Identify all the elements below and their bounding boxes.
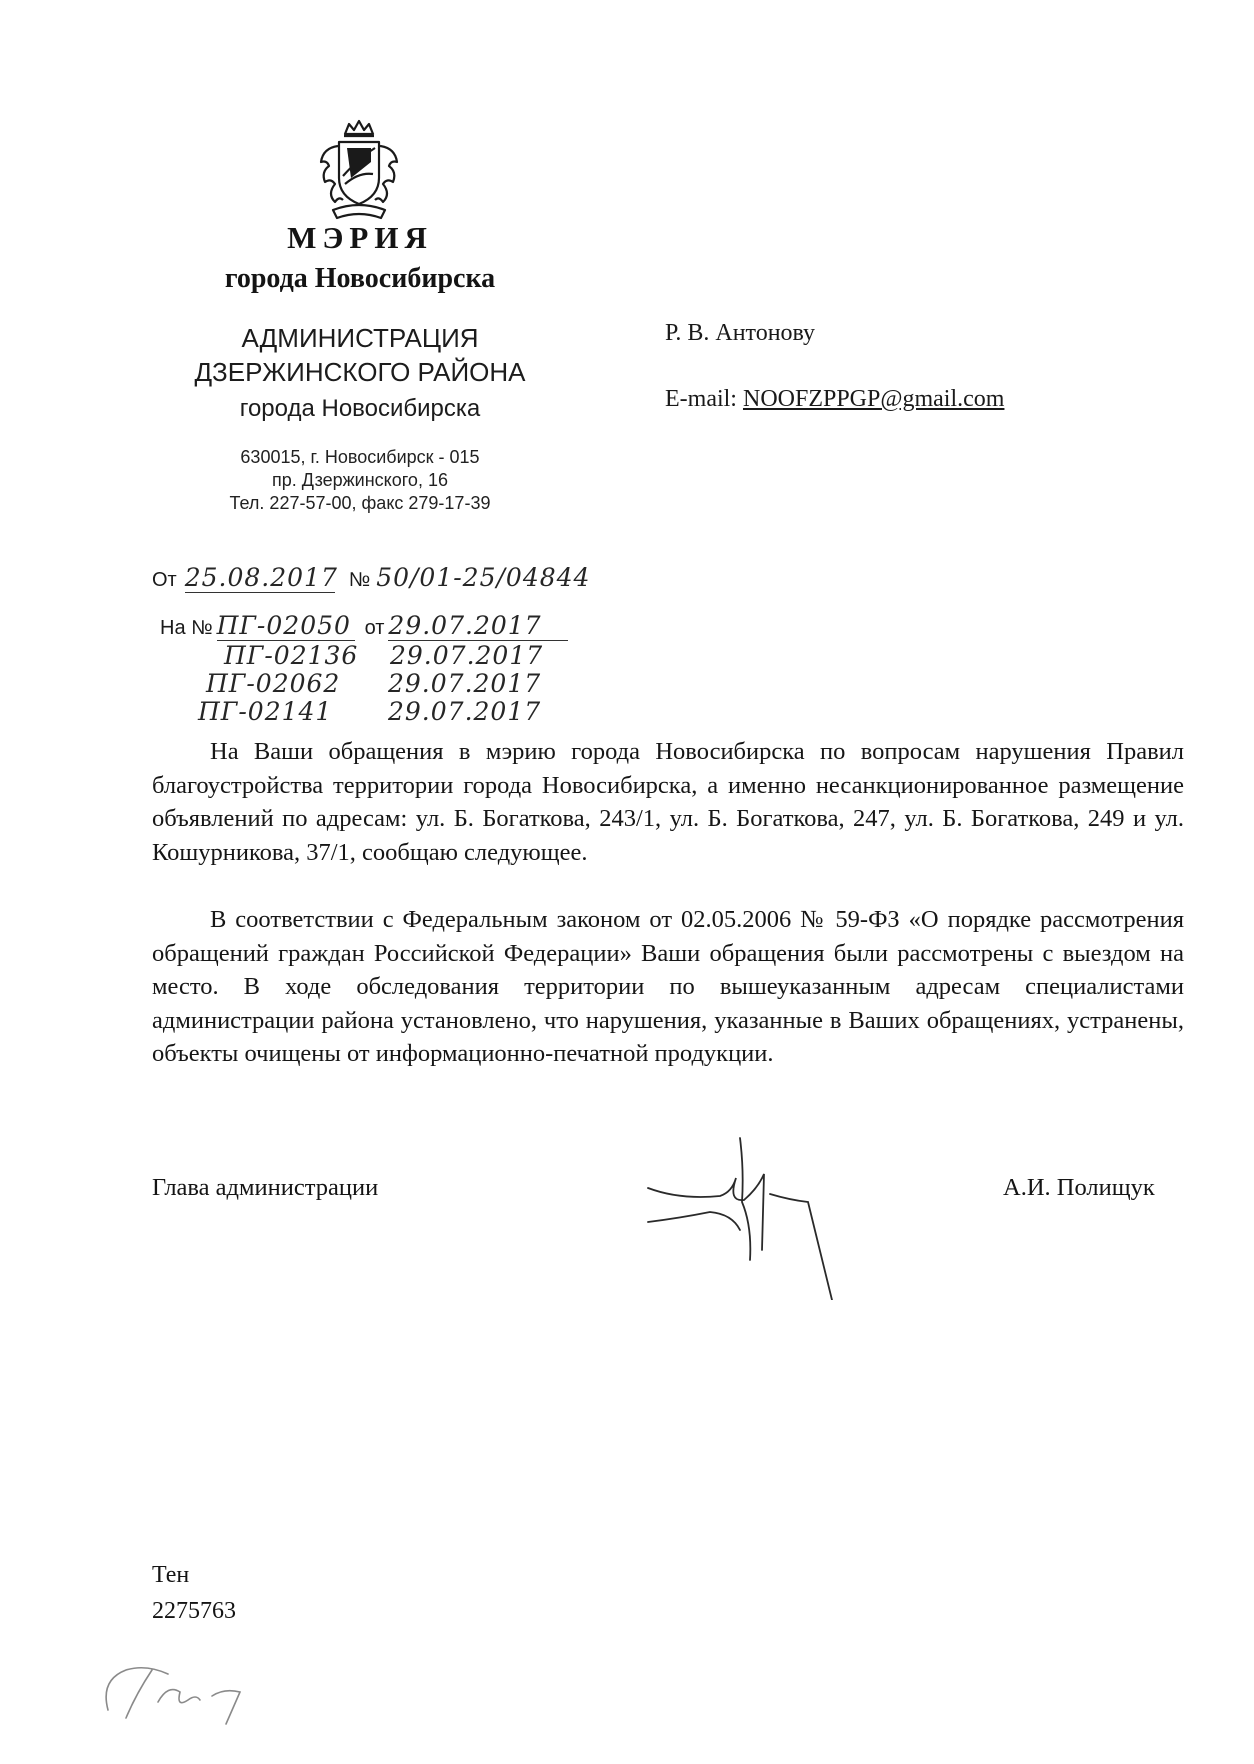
from-date: 25.08.2017: [184, 563, 338, 592]
outgoing-number: 50/01-25/04844: [376, 563, 591, 592]
executor-name: Тен: [152, 1562, 190, 1588]
signatory-position: Глава администрации: [152, 1174, 379, 1201]
city-title: города Новосибирска: [224, 263, 496, 294]
coat-of-arms-emblem: [311, 118, 407, 224]
executor-phone: 2275763: [152, 1598, 236, 1624]
recipient-name: Р. В. Антонову: [665, 320, 816, 346]
body-paragraph-1: На Ваши обращения в мэрию города Новосибирска по вопросам нарушения Правил благоустройства территории города Новосибирска, а именно несанкционированное размещение объявлений по адресам: ул. Б. Богаткова, 243/1, ул. Б. Богаткова, 247, ул. Б. Богаткова, 249 и ул. Кошурникова, 37/1, сообщаю следующее.: [152, 738, 1184, 866]
reference-label: На №: [160, 617, 213, 639]
mayor-title: МЭРИЯ: [287, 220, 433, 255]
reference-date: 29.07.2017: [388, 697, 542, 726]
handwritten-signature: [640, 1130, 840, 1300]
reference-date: 29.07.2017: [388, 669, 542, 698]
org-name-line2: ДЗЕРЖИНСКОГО РАЙОНА: [194, 357, 526, 387]
reference-number: ПГ-02136: [224, 641, 359, 670]
reference-date: 29.07.2017: [388, 611, 568, 641]
reference-row-3: [206, 669, 541, 698]
org-name-line3: города Новосибирска: [239, 395, 481, 422]
reference-row-1: [160, 611, 568, 641]
org-contacts-line: Тел. 227-57-00, факс 279-17-39: [229, 493, 491, 513]
org-name-line1: АДМИНИСТРАЦИЯ: [241, 323, 479, 353]
reference-row-2: [224, 641, 543, 670]
reference-number: ПГ-02062: [206, 669, 341, 698]
reference-date-label: от: [364, 617, 385, 639]
body-paragraph-2: В соответствии с Федеральным законом от 02.05.2006 № 59-ФЗ «О порядке рассмотрения обращений граждан Российской Федерации» Ваши обращения были рассмотрены с выездом на место. В ходе обследования территории по вышеуказанным адресам специалистами администрации района установлено, что нарушения, указанные в Ваших обращениях, устранены, объекты очищены от информационно-печатной продукции.: [152, 906, 1184, 1067]
reference-row-4: [198, 697, 541, 726]
org-address-line2: пр. Дзержинского, 16: [272, 470, 448, 490]
from-label: От: [152, 569, 177, 591]
signatory-name: А.И. Полищук: [1003, 1174, 1155, 1201]
number-label: №: [348, 569, 371, 591]
org-address-line1: 630015, г. Новосибирск - 015: [240, 447, 480, 467]
email-label: E-mail:: [665, 386, 737, 412]
recipient-email-line: [665, 384, 1004, 414]
reference-number: ПГ-02141: [198, 697, 333, 726]
handwritten-initials: [96, 1650, 266, 1730]
reference-date: 29.07.2017: [390, 641, 544, 670]
email-link[interactable]: NOOFZPPGP@gmail.com: [742, 386, 1005, 412]
outgoing-registration: [152, 563, 590, 593]
reference-number: ПГ-02050: [217, 611, 355, 641]
